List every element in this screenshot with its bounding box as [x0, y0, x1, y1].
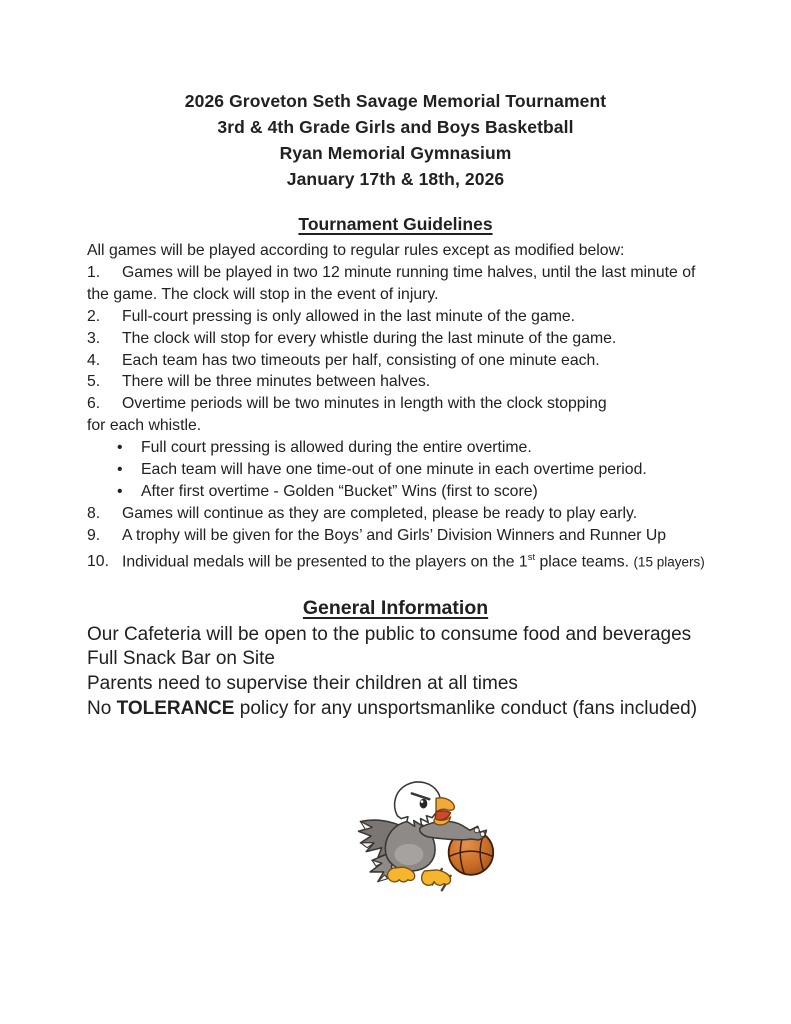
info-line: Parents need to supervise their children at all times	[87, 673, 518, 695]
title-line: January 17th & 18th, 2026	[286, 169, 505, 189]
document-title-block	[0, 0, 791, 192]
guideline-line: • Full court pressing is allowed during the entire overtime.	[87, 437, 771, 459]
guideline-line: 3. The clock will stop for every whistle during the last minute of the game.	[87, 328, 771, 350]
general-information-list	[0, 623, 791, 721]
bullet-marker: •	[117, 439, 123, 457]
guideline-line: 6. Overtime periods will be two minutes in length with the clock stopping	[87, 393, 771, 415]
guideline-line: All games will be played according to regular rules except as modified below:	[87, 242, 625, 259]
title-line: 3rd & 4th Grade Girls and Boys Basketball	[217, 117, 574, 137]
eagle-mascot-image	[339, 775, 504, 901]
general-information-heading: General Information	[302, 596, 489, 619]
guideline-line: 2. Full-court pressing is only allowed in the last minute of the game.	[87, 306, 771, 328]
bullet-marker: •	[117, 461, 123, 479]
guideline-line: 10. Individual medals will be presented to the players on the 1st place teams. (15 players)	[87, 547, 771, 573]
guideline-line: 4. Each team has two timeouts per half, consisting of one minute each.	[87, 350, 771, 372]
list-number: 5.	[87, 373, 101, 391]
list-number: 6.	[87, 395, 101, 413]
list-number: 10.	[87, 552, 109, 570]
guideline-line: 5. There will be three minutes between halves.	[87, 371, 771, 393]
list-number: 1.	[87, 263, 101, 281]
tournament-guidelines-list	[0, 240, 791, 573]
list-number: 3.	[87, 329, 101, 347]
list-number: 9.	[87, 526, 101, 544]
eagle-beak	[434, 798, 454, 825]
eagle-head	[395, 782, 441, 826]
list-number: 8.	[87, 504, 101, 522]
list-number: 4.	[87, 351, 101, 369]
guideline-line: 8. Games will continue as they are completed, please be ready to play early.	[87, 503, 771, 525]
guideline-line: 1. Games will be played in two 12 minute running time halves, until the last minute of	[87, 262, 771, 284]
guideline-line: • Each team will have one time-out of one minute in each overtime period.	[87, 459, 771, 481]
info-line: Full Snack Bar on Site	[87, 648, 275, 670]
guideline-line: • After first overtime - Golden “Bucket” Wins (first to score)	[87, 481, 771, 503]
guideline-line: for each whistle.	[87, 417, 202, 435]
list-number: 2.	[87, 307, 101, 325]
info-line: Our Cafeteria will be open to the public to consume food and beverages	[87, 623, 692, 645]
tournament-guidelines-heading: Tournament Guidelines	[298, 214, 493, 234]
guideline-line: the game. The clock will stop in the event of injury.	[87, 285, 439, 303]
guideline-line: 9. A trophy will be given for the Boys’ and Girls’ Division Winners and Runner Up	[87, 525, 771, 547]
mascot-container	[0, 775, 791, 901]
info-line: No TOLERANCE policy for any unsportsmanlike conduct (fans included)	[87, 697, 698, 719]
bullet-marker: •	[117, 482, 123, 500]
title-line: 2026 Groveton Seth Savage Memorial Tournament	[184, 91, 607, 111]
title-line: Ryan Memorial Gymnasium	[279, 143, 512, 163]
